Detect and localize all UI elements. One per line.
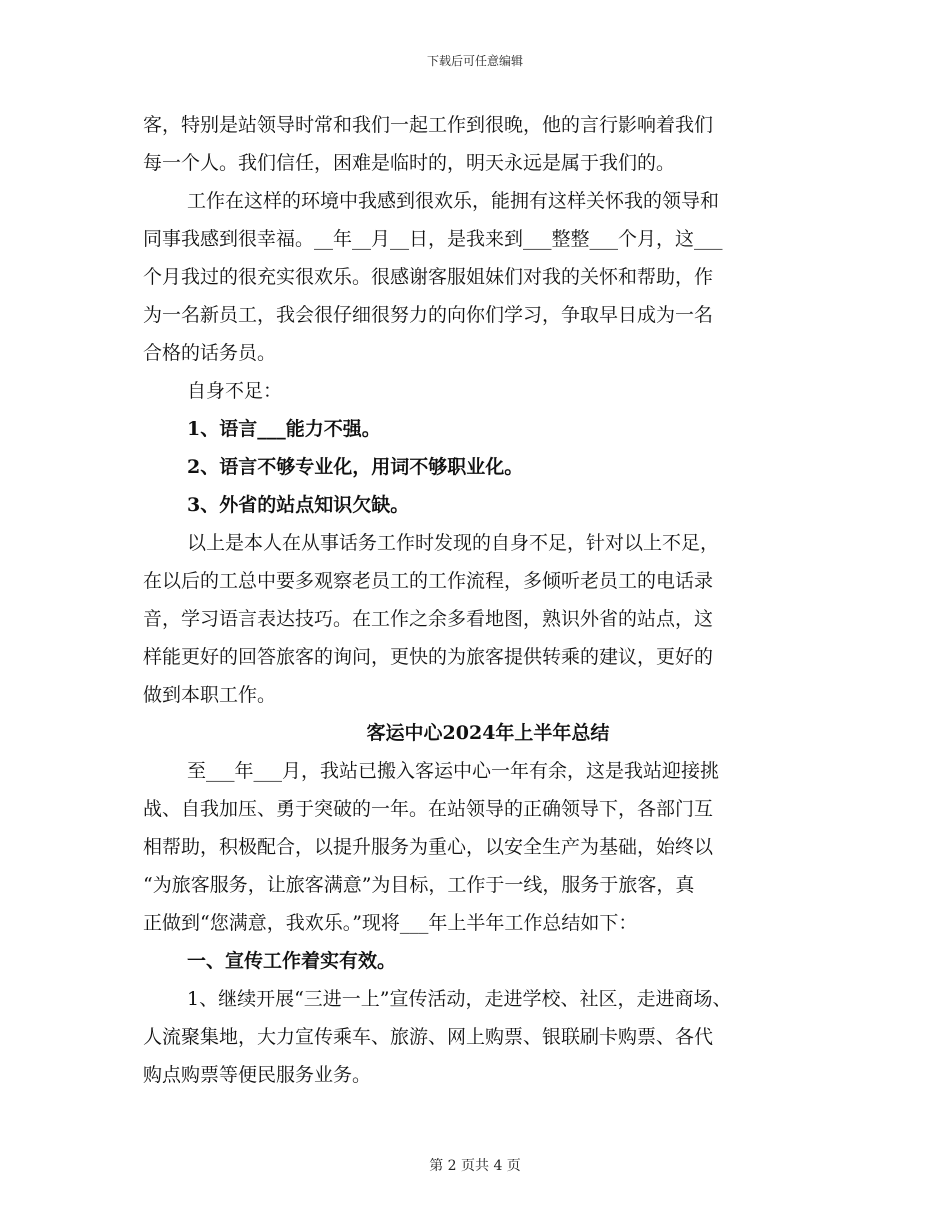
text-line: 工作在这样的环境中我感到很欢乐，能拥有这样关怀我的领导和 [187,190,720,212]
text-line: 人流聚集地，大力宣传乘车、旅游、网上购票、银联刷卡购票、各代 [143,1026,714,1048]
document-body [143,106,833,1094]
text-line: 做到本职工作。 [143,684,277,706]
page-footer: 第 2 页共 4 页 [429,1158,521,1174]
text-line: 购点购票等便民服务业务。 [143,1064,372,1086]
text-line: 每一个人。我们信任，困难是临时的，明天永远是属于我们的。 [143,152,676,174]
text-line: 个月我过的很充实很欢乐。很感谢客服姐妹们对我的关怀和帮助，作 [143,266,714,288]
text-line: 至___年___月，我站已搬入客运中心一年有余，这是我站迎接挑 [187,760,720,782]
text-line: 相帮助，积极配合，以提升服务为重心，以安全生产为基础，始终以 [143,836,714,858]
text-line: 2、语言不够专业化，用词不够职业化。 [187,456,524,478]
text-line: 同事我感到很幸福。__年__月__日，是我来到___整整___个月，这___ [143,228,723,250]
section-title: 客运中心2024年上半年总结 [366,722,610,744]
text-line: 为一名新员工，我会很仔细很努力的向你们学习，争取早日成为一名 [143,304,714,326]
text-line: 正做到“您满意，我欢乐。”现将___年上半年工作总结如下： [143,912,638,934]
page-header: 下载后可任意编辑 [426,54,523,68]
text-line: 音，学习语言表达技巧。在工作之余多看地图，熟识外省的站点，这 [143,608,714,630]
text-line: 1、继续开展“三进一上”宣传活动，走进学校、社区，走进商场、 [187,988,732,1010]
text-line: 3、外省的站点知识欠缺。 [187,494,410,516]
text-line: 战、自我加压、勇于突破的一年。在站领导的正确领导下，各部门互 [143,798,714,820]
text-line: 自身不足： [187,380,283,402]
text-line: 样能更好的回答旅客的询问，更快的为旅客提供转乘的建议，更好的 [143,646,714,668]
text-line: 客，特别是站领导时常和我们一起工作到很晚，他的言行影响着我们 [143,114,714,136]
text-line: 以上是本人在从事话务工作时发现的自身不足，针对以上不足， [187,532,720,554]
text-line: 一、宣传工作着实有效。 [187,950,397,972]
text-line: 在以后的工总中要多观察老员工的工作流程，多倾听老员工的电话录 [143,570,714,592]
text-line: 合格的话务员。 [143,342,277,364]
text-line: “为旅客服务，让旅客满意”为目标，工作于一线，服务于旅客，真 [143,874,695,896]
text-line: 1、语言___能力不强。 [187,418,381,440]
